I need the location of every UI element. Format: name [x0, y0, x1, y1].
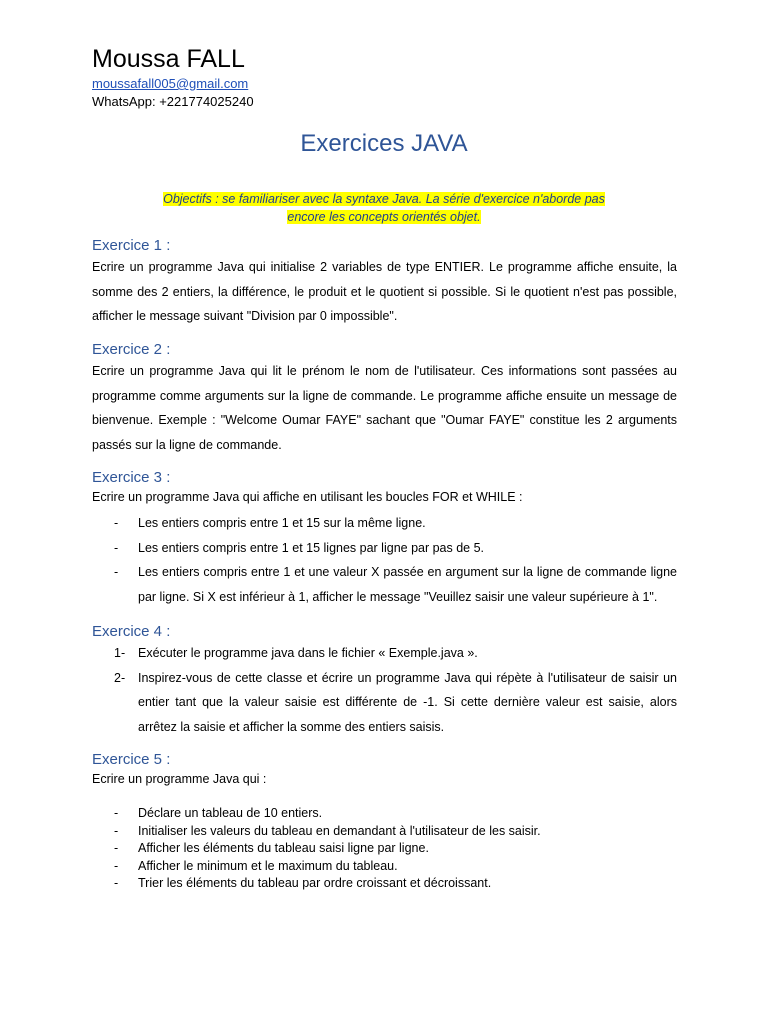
- objectives-note: [150, 190, 618, 226]
- list-item: - Afficher le minimum et le maximum du tableau.: [92, 858, 677, 876]
- exercise-5: [92, 751, 677, 893]
- bullet-marker: -: [114, 516, 119, 530]
- bullet-marker: -: [114, 806, 119, 820]
- bullet-marker: -: [114, 823, 119, 838]
- exercise-2-text: Ecrire un programme Java qui lit le prénom le nom de l'utilisateur. Ces informations sont passées au programme comme arguments sur la ligne de commande. Le programme affiche ensuite un message de bienvenue. Exemple : "Welcome Oumar FAYE" sachant que "Oumar FAYE" constitue les 2 arguments passés sur la ligne de commande.: [92, 364, 677, 452]
- bullet-marker: -: [114, 858, 119, 873]
- list-item: - Afficher les éléments du tableau saisi ligne par ligne.: [92, 840, 677, 858]
- exercise-5-title: Exercice 5 :: [92, 751, 171, 768]
- exercise-3-text: Ecrire un programme Java qui affiche en utilisant les boucles FOR et WHILE :: [92, 490, 523, 504]
- objectives-line-1: Objectifs : se familiariser avec la syntaxe Java. La série d'exercice n'aborde pas: [163, 192, 605, 206]
- exercise-1-text: Ecrire un programme Java qui initialise 2 variables de type ENTIER. Le programme affiche ensuite, la somme des 2 entiers, la différence, le produit et le quotient si possible. Si le quotient n'est pas possible, afficher le message suivant "Division par 0 impossible".: [92, 260, 677, 323]
- list-item: - Initialiser les valeurs du tableau en demandant à l'utilisateur de les saisir.: [92, 823, 677, 841]
- list-item: - Les entiers compris entre 1 et 15 lignes par ligne par pas de 5.: [92, 536, 677, 561]
- number-marker: 1-: [114, 646, 126, 660]
- list-item: - Les entiers compris entre 1 et 15 sur la même ligne.: [92, 511, 677, 536]
- exercise-3-list: [92, 511, 677, 609]
- whatsapp-number: WhatsApp: +221774025240: [92, 94, 254, 109]
- document-title: Exercices JAVA: [300, 130, 468, 157]
- exercise-5-list: [92, 805, 677, 893]
- exercise-4-title: Exercice 4 :: [92, 623, 171, 640]
- bullet-marker: -: [114, 565, 119, 579]
- list-item: 1- Exécuter le programme java dans le fichier « Exemple.java ».: [92, 641, 677, 666]
- objectives-line-2: encore les concepts orientés objet.: [287, 210, 481, 224]
- email-link[interactable]: moussafall005@gmail.com: [92, 76, 249, 91]
- list-item: - Trier les éléments du tableau par ordre croissant et décroissant.: [92, 875, 677, 893]
- exercise-4-list: [92, 641, 677, 739]
- list-item: - Les entiers compris entre 1 et une valeur X passée en argument sur la ligne de commande ligne par ligne. Si X est inférieur à 1, afficher le message "Veuillez saisir une valeur supérieure à 1".: [92, 560, 677, 609]
- exercise-1-title: Exercice 1 :: [92, 237, 171, 254]
- list-item: 2- Inspirez-vous de cette classe et écrire un programme Java qui répète à l'utilisateur de saisir un entier tant que la valeur saisie est différente de -1. Si cette dernière valeur est saisie, alors arrêtez la saisie et afficher la somme des entiers saisis.: [92, 666, 677, 740]
- exercise-2-title: Exercice 2 :: [92, 341, 171, 358]
- exercise-5-text: Ecrire un programme Java qui :: [92, 772, 267, 786]
- exercise-3: [92, 469, 677, 609]
- bullet-marker: -: [114, 841, 119, 855]
- bullet-marker: -: [114, 540, 119, 555]
- author-name: Moussa FALL: [92, 45, 245, 73]
- exercise-4: [92, 623, 677, 739]
- exercise-3-title: Exercice 3 :: [92, 469, 171, 486]
- exercise-1: [92, 237, 677, 329]
- list-item: - Déclare un tableau de 10 entiers.: [92, 805, 677, 823]
- exercise-2: [92, 341, 677, 457]
- number-marker: 2-: [114, 670, 126, 685]
- bullet-marker: -: [114, 876, 119, 890]
